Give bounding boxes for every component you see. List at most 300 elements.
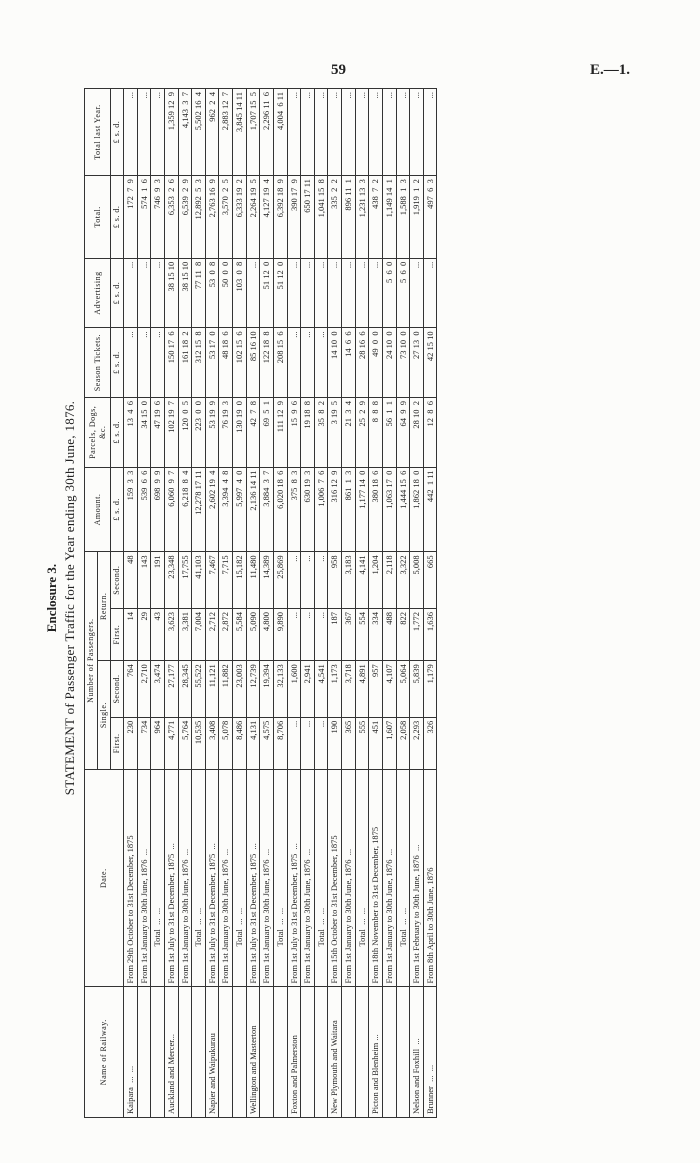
total-last-year: 5,502 16 4 [192,89,206,176]
railway-name [151,987,165,1118]
date-range: From 8th April to 30th June, 1876 [423,769,437,987]
total: 1,588 1 3 [396,176,410,259]
advertising: 53 0 8 [205,258,219,328]
col-season-header: Season Tickets. [85,328,111,398]
railway-name [396,987,410,1118]
single-second: 3,718 [342,661,356,718]
date-range: From 1st January to 30th June, 1876 ... [137,769,151,987]
advertising-lsd: £ s. d. [111,258,124,328]
amount: 2,602 19 4 [205,467,219,552]
table-row [328,89,342,1118]
single-second: 4,541 [314,661,328,718]
parcels: 12 8 6 [423,397,437,467]
season-tickets: 49 0 0 [369,328,383,398]
return-first: 5,584 [233,609,247,661]
season-tickets: ... [151,328,165,398]
parcels: 19 18 8 [301,397,315,467]
railway-name: Foxton and Palmerston [287,987,301,1118]
parcels: 28 10 2 [410,397,424,467]
season-tickets: 48 18 6 [219,328,233,398]
return-second: 4,141 [355,552,369,609]
season-tickets: ... [301,328,315,398]
single-second: 1,600 [287,661,301,718]
advertising: ... [124,258,138,328]
railway-name [355,987,369,1118]
single-second: 55,522 [192,661,206,718]
total-last-year: 2,296 11 6 [260,89,274,176]
return-first: 43 [151,609,165,661]
single-first: 964 [151,717,165,769]
parcels: 102 19 7 [164,397,178,467]
date-range: Total ... ... [233,769,247,987]
total-row [355,89,369,1118]
return-first: 367 [342,609,356,661]
railway-name: New Plymouth and Waitara [328,987,342,1118]
total-last-year: 1,359 12 9 [164,89,178,176]
season-tickets: 161 18 2 [178,328,192,398]
date-range: From 1st July to 31st December, 1875 ... [164,769,178,987]
total-last-year: 4,143 3 7 [178,89,192,176]
season-tickets: 24 10 0 [382,328,396,398]
single-first: ... [287,717,301,769]
amount: 1,862 18 0 [410,467,424,552]
single-first: ... [301,717,315,769]
advertising: ... [314,258,328,328]
total: 12,892 5 3 [192,176,206,259]
advertising: ... [355,258,369,328]
col-last-year-header: Total last Year. [85,89,111,176]
table-row [260,89,274,1118]
table-row [205,89,219,1118]
parcels-lsd: £ s. d. [111,397,124,467]
total-row [314,89,328,1118]
rotated-statement [44,78,664,1118]
date-range: Total ... ... [192,769,206,987]
return-first: 1,636 [423,609,437,661]
statement-title: STATEMENT of Passenger Traffic for the Year ending 30th June, 1876. [62,400,77,796]
advertising: ... [423,258,437,328]
advertising: ... [342,258,356,328]
railway-name [260,987,274,1118]
total: 2,763 16 9 [205,176,219,259]
return-second: 15,182 [233,552,247,609]
single-first-header: First. [111,717,124,769]
advertising: ... [151,258,165,328]
parcels: 42 7 8 [246,397,260,467]
total-last-year: 1,707 15 5 [246,89,260,176]
date-range: From 1st February to 30th June, 1876 ... [410,769,424,987]
date-range: From 1st July to 31st December, 1875 ... [287,769,301,987]
amount: 861 1 3 [342,467,356,552]
railway-name: Wellington and Masterton [246,987,260,1118]
table-row [410,89,424,1118]
amount: 3,884 3 7 [260,467,274,552]
single-first: 10,535 [192,717,206,769]
season-tickets: 85 16 10 [246,328,260,398]
return-second: 665 [423,552,437,609]
single-second: 4,107 [382,661,396,718]
single-first: ... [314,717,328,769]
return-first: 7,004 [192,609,206,661]
parcels: 69 5 1 [260,397,274,467]
season-tickets: 27 13 0 [410,328,424,398]
amount: 12,278 17 11 [192,467,206,552]
amount: 316 12 9 [328,467,342,552]
single-second: 27,177 [164,661,178,718]
amount: 159 3 3 [124,467,138,552]
single-first: 326 [423,717,437,769]
date-range: From 1st January to 30th June, 1876 ... [260,769,274,987]
table-row [137,89,151,1118]
single-first: 5,764 [178,717,192,769]
return-first: 3,381 [178,609,192,661]
table-row [382,89,396,1118]
parcels: 76 19 3 [219,397,233,467]
table-row [219,89,233,1118]
col-single-header: Single. [98,661,111,770]
single-second: 19,394 [260,661,274,718]
amount: 1,006 7 6 [314,467,328,552]
table-row [369,89,383,1118]
return-first: 14 [124,609,138,661]
return-first: 187 [328,609,342,661]
parcels: 8 8 8 [369,397,383,467]
return-first: 488 [382,609,396,661]
return-first: 554 [355,609,369,661]
railway-name [192,987,206,1118]
total: 335 2 2 [328,176,342,259]
return-first: 1,772 [410,609,424,661]
advertising: ... [287,258,301,328]
railway-name [178,987,192,1118]
amount: 375 8 3 [287,467,301,552]
total: 574 1 6 [137,176,151,259]
single-first: 2,293 [410,717,424,769]
season-tickets: ... [124,328,138,398]
amount: 698 9 9 [151,467,165,552]
season-tickets: 14 6 6 [342,328,356,398]
single-first: 734 [137,717,151,769]
single-second: 957 [369,661,383,718]
single-second: 2,710 [137,661,151,718]
single-first: 2,058 [396,717,410,769]
return-first: 2,712 [205,609,219,661]
total: 2,264 19 5 [246,176,260,259]
return-second: 14,389 [260,552,274,609]
table-row [301,89,315,1118]
total-last-year: ... [151,89,165,176]
return-second: 191 [151,552,165,609]
season-tickets: 208 15 6 [273,328,287,398]
advertising: ... [301,258,315,328]
col-return-header: Return. [98,552,111,661]
amount: 1,063 17 0 [382,467,396,552]
railway-name: Picton and Blenheim ... [369,987,383,1118]
parcels: 130 19 0 [233,397,247,467]
advertising: ... [246,258,260,328]
total-lsd: £ s. d. [111,176,124,259]
amount: 1,177 14 0 [355,467,369,552]
return-second: 41,103 [192,552,206,609]
return-first-header: First. [111,609,124,661]
season-tickets: 14 10 0 [328,328,342,398]
return-second: 17,755 [178,552,192,609]
single-first: 8,486 [233,717,247,769]
passenger-traffic-table [84,88,437,1118]
return-second: 5,008 [410,552,424,609]
total-last-year: ... [342,89,356,176]
total: 497 6 3 [423,176,437,259]
col-parcels-header: Parcels, Dogs, &c. [85,397,111,467]
return-first: ... [301,609,315,661]
date-range: From 1st January to 30th June, 1876 ... [342,769,356,987]
season-tickets: 150 17 6 [164,328,178,398]
single-first: 4,771 [164,717,178,769]
advertising: ... [328,258,342,328]
parcels: 13 4 6 [124,397,138,467]
advertising: 5 6 0 [396,258,410,328]
total-last-year: ... [396,89,410,176]
total-last-year: ... [124,89,138,176]
return-first: ... [314,609,328,661]
return-second: 7,467 [205,552,219,609]
total-last-year: 4,004 6 11 [273,89,287,176]
parcels: 21 3 4 [342,397,356,467]
return-second: 7,715 [219,552,233,609]
table-row [423,89,437,1118]
single-second: 1,179 [423,661,437,718]
railway-name: Auckland and Mercer... [164,987,178,1118]
single-second: 1,173 [328,661,342,718]
col-railway-header: Name of Railway. [85,987,124,1118]
total: 1,231 13 3 [355,176,369,259]
single-first: 4,131 [246,717,260,769]
return-second: 23,348 [164,552,178,609]
railway-name: Nelson and Foxhill ... [410,987,424,1118]
parcels: 47 19 6 [151,397,165,467]
table-row [246,89,260,1118]
table-body [124,89,437,1118]
single-second: 5,839 [410,661,424,718]
return-first: 4,800 [260,609,274,661]
return-first: 29 [137,609,151,661]
return-second: 11,480 [246,552,260,609]
col-advertising-header: Advertising [85,258,111,328]
single-second: 3,474 [151,661,165,718]
return-first: ... [287,609,301,661]
date-range: From 1st July to 31st December, 1875 ... [246,769,260,987]
total: 896 11 1 [342,176,356,259]
total-row [151,89,165,1118]
single-second: 28,345 [178,661,192,718]
document-reference: E.—1. [590,62,631,78]
season-lsd: £ s. d. [111,328,124,398]
enclosure-title: Enclosure 3. [44,563,59,633]
total: 650 17 11 [301,176,315,259]
parcels: 64 9 9 [396,397,410,467]
return-second: 958 [328,552,342,609]
page-number: 59 [331,62,346,78]
date-range: From 1st January to 30th June, 1876 ... [301,769,315,987]
advertising: 51 12 0 [273,258,287,328]
railway-name: Napier and Waipukurau [205,987,219,1118]
single-first: 451 [369,717,383,769]
table-row [164,89,178,1118]
railway-name [137,987,151,1118]
amount: 2,136 14 11 [246,467,260,552]
return-second: ... [287,552,301,609]
season-tickets: 42 15 10 [423,328,437,398]
total-last-year: 2,883 12 7 [219,89,233,176]
parcels: 53 19 9 [205,397,219,467]
total: 390 17 9 [287,176,301,259]
total: 438 7 2 [369,176,383,259]
return-second: 3,183 [342,552,356,609]
total-last-year: ... [137,89,151,176]
single-first: 1,607 [382,717,396,769]
date-range: From 1st July to 31st December, 1875 ... [205,769,219,987]
date-range: Total ... ... [314,769,328,987]
total-row [273,89,287,1118]
single-first: 190 [328,717,342,769]
total-last-year: ... [314,89,328,176]
single-first: 4,575 [260,717,274,769]
total-last-year: ... [287,89,301,176]
single-second: 4,891 [355,661,369,718]
total: 6,392 18 9 [273,176,287,259]
return-second: 1,204 [369,552,383,609]
return-second: ... [314,552,328,609]
return-second: 3,322 [396,552,410,609]
single-first: 365 [342,717,356,769]
railway-name: Brunner ... ... [423,987,437,1118]
total-last-year: ... [369,89,383,176]
total: 746 9 3 [151,176,165,259]
season-tickets: ... [287,328,301,398]
single-second: 11,121 [205,661,219,718]
col-date-header: Date. [85,769,124,987]
date-range: Total ... ... [273,769,287,987]
total-last-year: ... [382,89,396,176]
season-tickets: 53 17 0 [205,328,219,398]
date-range: From 1st January to 30th June, 1876 ... [178,769,192,987]
amount: 6,020 18 6 [273,467,287,552]
single-first: 5,078 [219,717,233,769]
single-second: 2,941 [301,661,315,718]
single-first: 230 [124,717,138,769]
total: 1,041 15 8 [314,176,328,259]
total-last-year: ... [355,89,369,176]
total: 6,539 2 9 [178,176,192,259]
single-first: 8,706 [273,717,287,769]
season-tickets: 312 15 8 [192,328,206,398]
return-first: 822 [396,609,410,661]
parcels: 120 0 5 [178,397,192,467]
total: 1,919 1 2 [410,176,424,259]
date-range: Total ... ... [151,769,165,987]
return-second: 143 [137,552,151,609]
amount-lsd: £ s. d. [111,467,124,552]
date-range: From 1st January to 30th June, 1876 ... [219,769,233,987]
railway-name: Kaipara ... ... [124,987,138,1118]
railway-name [233,987,247,1118]
single-second-header: Second. [111,661,124,718]
return-second: 48 [124,552,138,609]
return-first: 334 [369,609,383,661]
total: 6,353 2 6 [164,176,178,259]
total: 6,333 19 2 [233,176,247,259]
season-tickets: ... [314,328,328,398]
amount: 539 6 6 [137,467,151,552]
date-range: From 29th October to 31st December, 1875 [124,769,138,987]
amount: 3,394 4 8 [219,467,233,552]
railway-name [314,987,328,1118]
date-range: Total ... ... [396,769,410,987]
advertising: 5 6 0 [382,258,396,328]
advertising: 77 11 8 [192,258,206,328]
total: 4,127 19 4 [260,176,274,259]
railway-name [219,987,233,1118]
table-row [287,89,301,1118]
railway-name [342,987,356,1118]
col-amount-header: Amount. [85,467,111,552]
total-last-year: ... [423,89,437,176]
total-last-year: ... [301,89,315,176]
parcels: 34 15 0 [137,397,151,467]
single-second: 5,064 [396,661,410,718]
col-total-header: Total. [85,176,111,259]
amount: 6,218 8 4 [178,467,192,552]
date-range: Total ... ... [355,769,369,987]
parcels: 223 0 0 [192,397,206,467]
return-second: ... [301,552,315,609]
return-second-header: Second. [111,552,124,609]
advertising: 38 15 10 [178,258,192,328]
parcels: 35 8 2 [314,397,328,467]
total-row [396,89,410,1118]
railway-name [301,987,315,1118]
date-range: From 15th October to 31st December, 1875 [328,769,342,987]
single-second: 23,003 [233,661,247,718]
amount: 380 18 6 [369,467,383,552]
single-second: 12,739 [246,661,260,718]
table-row [342,89,356,1118]
season-tickets: 122 18 8 [260,328,274,398]
amount: 6,060 9 7 [164,467,178,552]
amount: 5,997 4 0 [233,467,247,552]
return-first: 9,890 [273,609,287,661]
season-tickets: ... [137,328,151,398]
season-tickets: 102 15 6 [233,328,247,398]
single-first: 555 [355,717,369,769]
last-year-lsd: £ s. d. [111,89,124,176]
total: 3,570 2 5 [219,176,233,259]
season-tickets: 28 16 6 [355,328,369,398]
return-first: 5,090 [246,609,260,661]
parcels: 56 1 1 [382,397,396,467]
advertising: ... [369,258,383,328]
parcels: 15 9 6 [287,397,301,467]
railway-name [273,987,287,1118]
table-row [178,89,192,1118]
date-range: From 18th November to 31st December, 1875 [369,769,383,987]
railway-name [382,987,396,1118]
amount: 630 19 3 [301,467,315,552]
col-passengers-header: Number of Passengers. [85,552,98,770]
amount: 442 1 11 [423,467,437,552]
total-last-year: 962 2 4 [205,89,219,176]
total-last-year: ... [410,89,424,176]
